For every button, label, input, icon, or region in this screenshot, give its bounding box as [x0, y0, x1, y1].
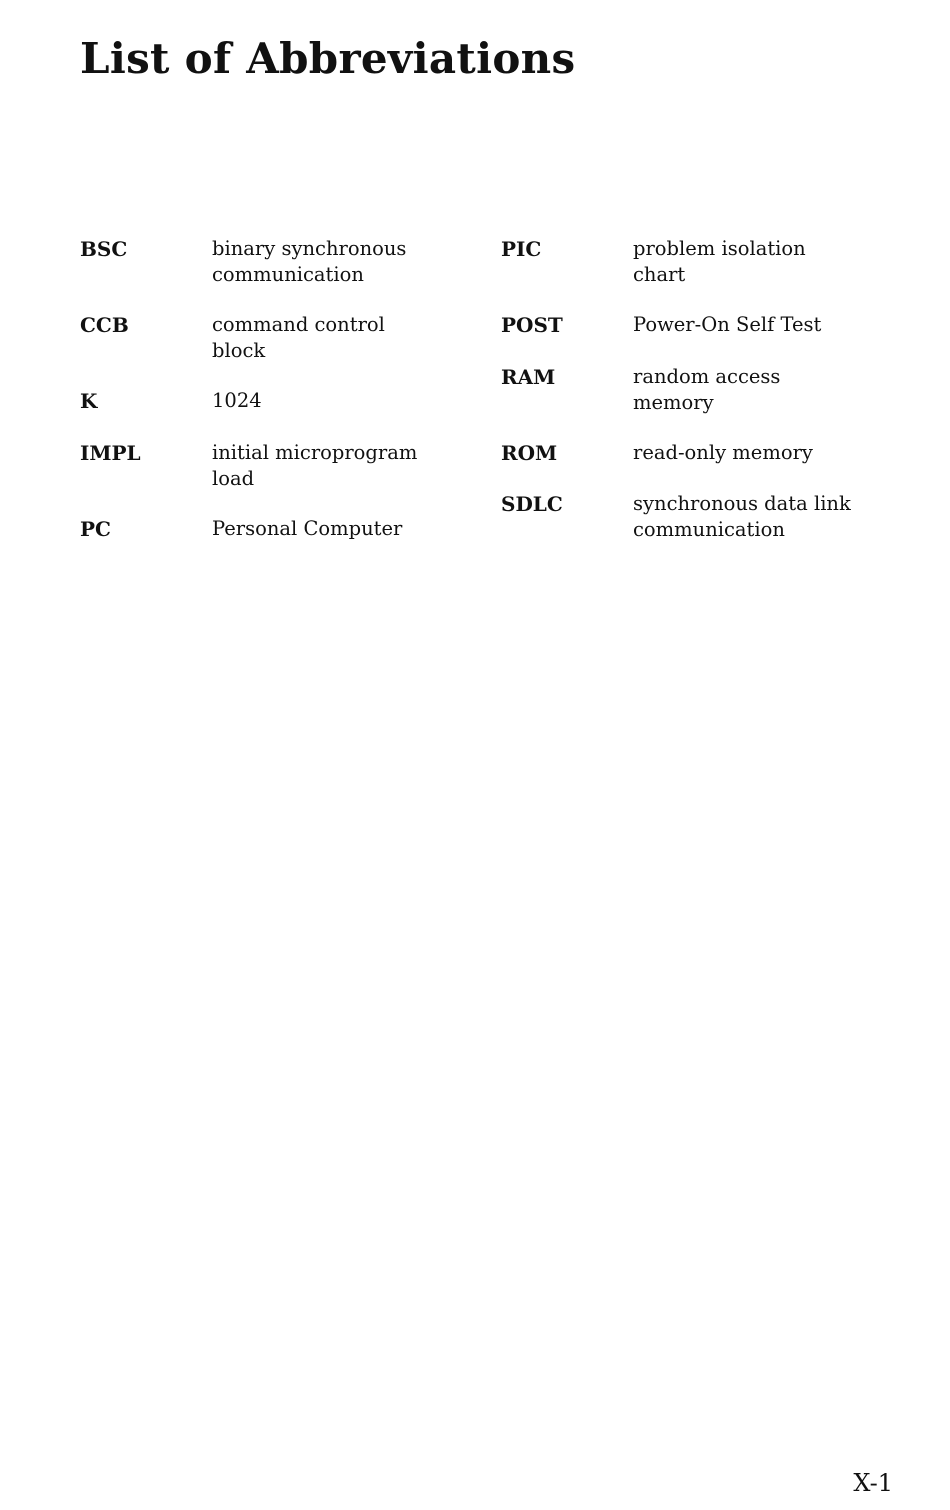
- abbreviation-term: CCB: [80, 313, 129, 337]
- abbreviation-term: PC: [80, 517, 111, 541]
- abbreviation-definition: initial microprogram load: [212, 441, 418, 490]
- abbreviation-definition: 1024: [212, 389, 262, 412]
- abbreviation-definition: command control block: [212, 313, 385, 362]
- abbreviation-term: K: [80, 389, 98, 413]
- abbreviation-term: ROM: [501, 441, 558, 465]
- abbreviation-term: PIC: [501, 237, 542, 261]
- abbreviation-definition: Personal Computer: [212, 517, 403, 540]
- page-number: X-1: [853, 1469, 893, 1497]
- abbreviation-definition: read-only memory: [633, 441, 813, 464]
- abbreviation-definition: random access memory: [633, 365, 781, 414]
- abbreviation-term: BSC: [80, 237, 128, 261]
- page-title: List of Abbreviations: [80, 34, 576, 83]
- abbreviation-term: RAM: [501, 365, 556, 389]
- abbreviation-definition: problem isolation chart: [633, 237, 806, 286]
- abbreviation-term: IMPL: [80, 441, 141, 465]
- abbreviation-definition: synchronous data link communication: [633, 492, 851, 541]
- abbreviation-definition: binary synchronous communication: [212, 237, 407, 286]
- abbreviation-term: POST: [501, 313, 563, 337]
- abbreviation-definition: Power-On Self Test: [633, 313, 822, 336]
- abbreviation-term: SDLC: [501, 492, 563, 516]
